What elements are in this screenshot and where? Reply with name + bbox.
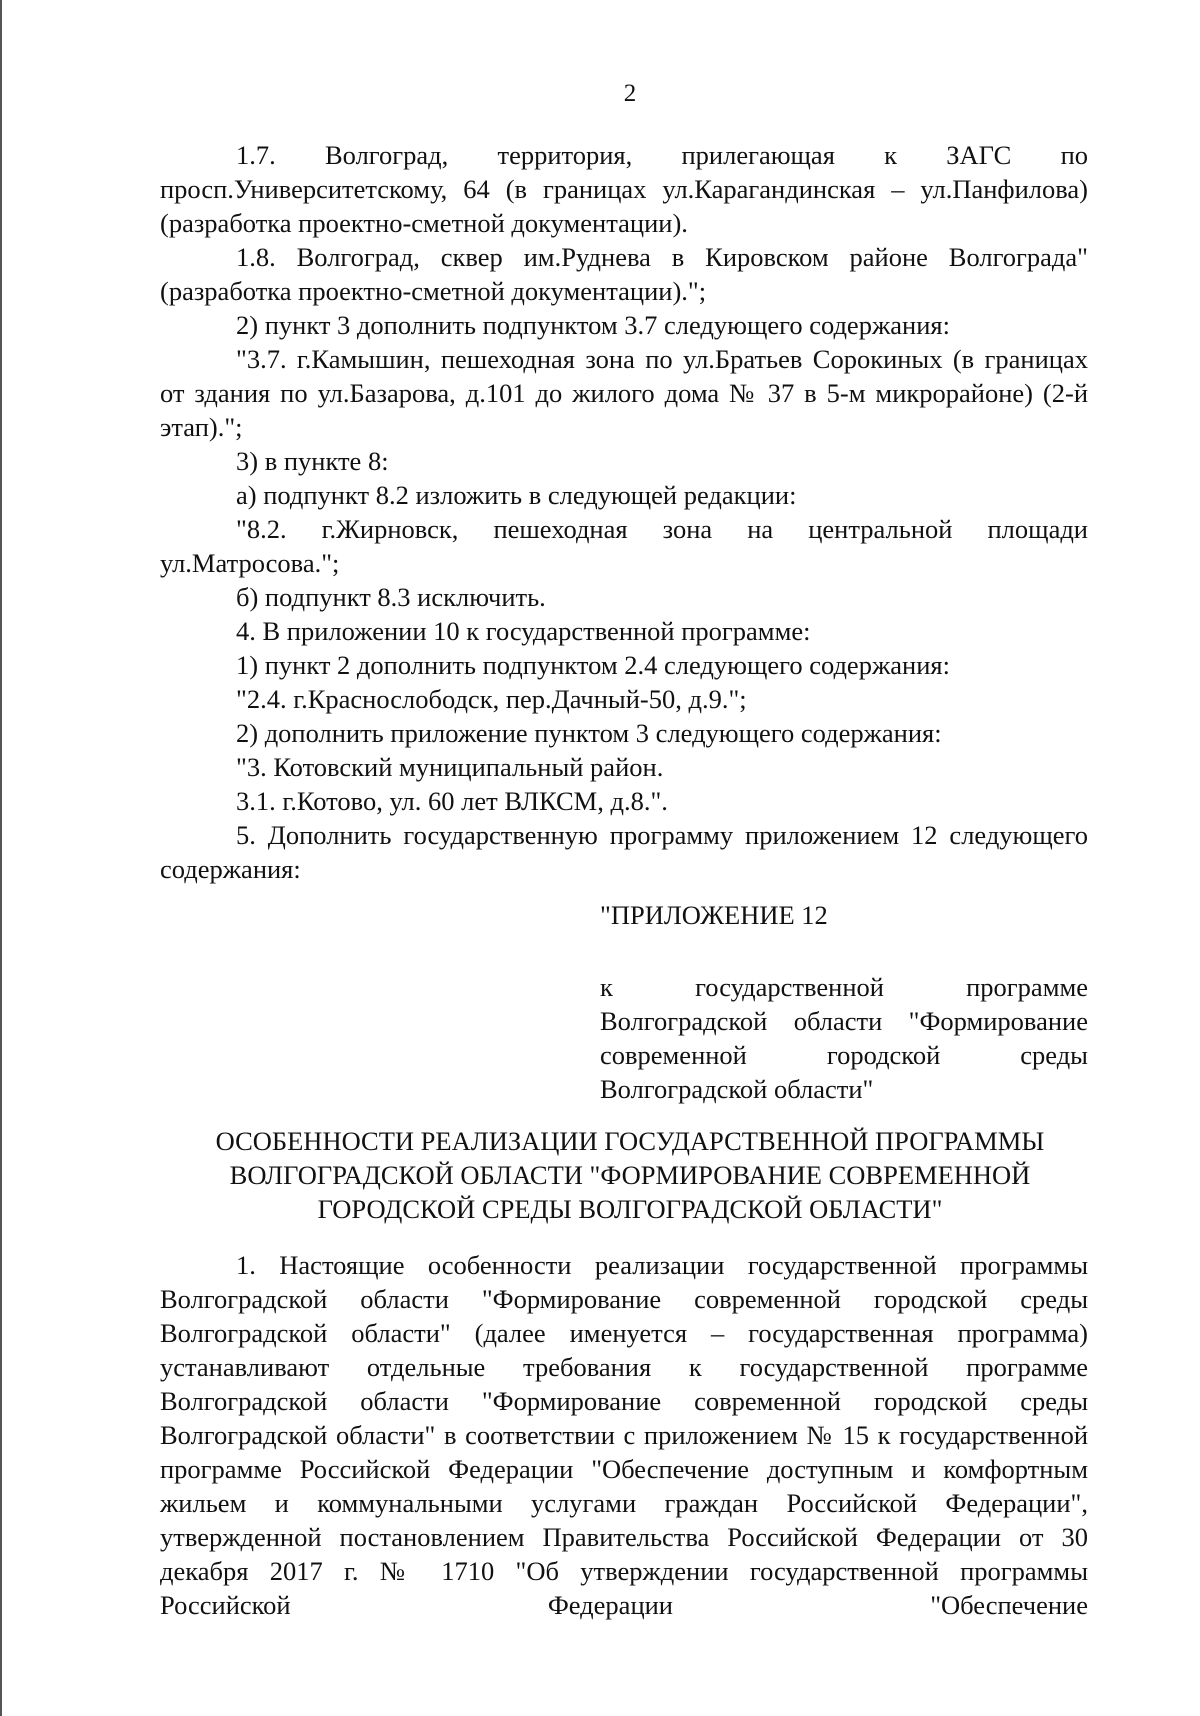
paragraph-8-2: "8.2. г.Жирновск, пешеходная зона на центральной площади ул.Матросова."; [160, 514, 1088, 578]
paragraph-item-4-1: 1) пункт 2 дополнить подпунктом 2.4 следующего содержания: [236, 650, 950, 680]
paragraph-item-4-2: 2) дополнить приложение пунктом 3 следующего содержания: [236, 718, 942, 748]
appendix-subtitle-line: Волгоградской области "Формирование [600, 1006, 1088, 1036]
paragraph-3-1: 3.1. г.Котово, ул. 60 лет ВЛКСМ, д.8.". [236, 786, 668, 816]
section-heading-line: ВОЛГОГРАДСКОЙ ОБЛАСТИ "ФОРМИРОВАНИЕ СОВРЕМЕННОЙ [229, 1160, 1031, 1190]
amendments-body [160, 138, 1088, 886]
appendix-subtitle [600, 970, 1088, 1106]
section-body [160, 1248, 1088, 1622]
paragraph-1-8: 1.8. Волгоград, сквер им.Руднева в Кировском районе Волгограда" (разработка проектно-сметной документации)."; [160, 242, 1088, 306]
paragraph-item-3: 3) в пункте 8: [236, 446, 389, 476]
scan-edge-line [0, 0, 2, 1716]
section-paragraph-1: 1. Настоящие особенности реализации государственной программы Волгоградской области "Формирование современной городской среды Волгоградской области" (далее именуется – государственная программа) устанавливают отдельные требования к государственной программе Волгоградской области "Формирование современной городской среды Волгоградской области" в соответствии с приложением № 15 к государственной программе Российской Федерации "Обеспечение доступным и комфортным жильем и коммунальными услугами граждан Российской Федерации", утвержденной постановлением Правительства Российской Федерации от 30 декабря 2017 г. № 1710 "Об утверждении государственной программы Российской Федерации "Обеспечение [160, 1250, 1088, 1620]
paragraph-2-4: "2.4. г.Краснослободск, пер.Дачный-50, д.9."; [236, 684, 747, 714]
paragraph-3-7: "3.7. г.Камышин, пешеходная зона по ул.Братьев Сорокиных (в границах от здания по ул.Базарова, д.101 до жилого дома № 37 в 5-м микрорайоне) (2-й этап)."; [160, 344, 1088, 442]
appendix-subtitle-line: к государственной программе [600, 972, 1088, 1002]
paragraph-item-4: 4. В приложении 10 к государственной программе: [236, 616, 811, 646]
appendix-subtitle-line: Волгоградской области" [600, 1074, 874, 1104]
paragraph-item-5: 5. Дополнить государственную программу приложением 12 следующего содержания: [160, 820, 1088, 884]
section-heading-line: ГОРОДСКОЙ СРЕДЫ ВОЛГОГРАДСКОЙ ОБЛАСТИ" [317, 1194, 943, 1224]
paragraph-3-kotovsky: "3. Котовский муниципальный район. [236, 752, 664, 782]
page-number: 2 [623, 80, 637, 107]
appendix-subtitle-line: современной городской среды [600, 1040, 1088, 1070]
paragraph-item-2: 2) пункт 3 дополнить подпунктом 3.7 следующего содержания: [236, 310, 950, 340]
paragraph-item-b: б) подпункт 8.3 исключить. [236, 582, 546, 612]
section-heading-line: ОСОБЕННОСТИ РЕАЛИЗАЦИИ ГОСУДАРСТВЕННОЙ ПРОГРАММЫ [215, 1126, 1045, 1156]
paragraph-item-a: а) подпункт 8.2 изложить в следующей редакции: [236, 480, 797, 510]
appendix-title: "ПРИЛОЖЕНИЕ 12 [600, 900, 828, 930]
section-heading [160, 1124, 1100, 1226]
paragraph-1-7: 1.7. Волгоград, территория, прилегающая к ЗАГС по просп.Университетскому, 64 (в границах ул.Карагандинская – ул.Панфилова) (разработка проектно-сметной документации). [160, 140, 1088, 238]
